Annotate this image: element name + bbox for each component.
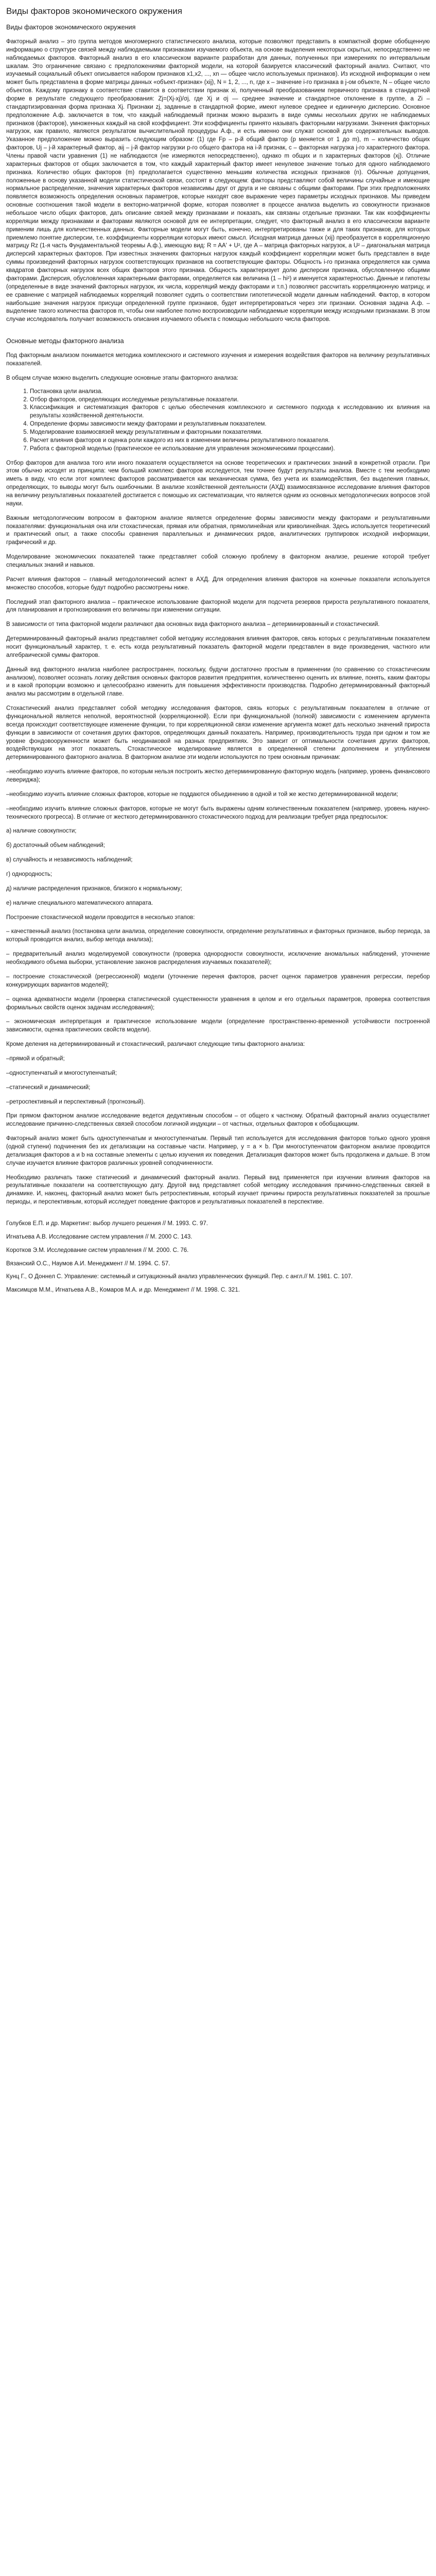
body-paragraph: –ретроспективный и перспективный (прогнозный). <box>6 1098 145 1105</box>
reference-item: Голубков Е.П. и др. Маркетинг: выбор лучшего решения // М. 1993. С. 97. <box>6 1220 208 1227</box>
page-title: Виды факторов экономического окружения <box>6 6 182 16</box>
body-paragraph: –необходимо изучить влияние сложных факторов, которые не могут быть выражены одним количественным показателем (например, уровень научно-технического прогресса). В отличие от жесткого детерминированного стохастического подход для реализации требует ряда предпосылок: <box>6 805 430 820</box>
factor-analysis-paragraph: Факторный анализ – это группа методов многомерного статистического анализа, которые позволяют представить в компактной форме обобщенную информацию о структуре связей между наблюдаемыми признаками изучаемого объекта, на основе выделения некоторых скрытых, непосредственно не наблюдаемых факторов. Факторный анализ в его классическом варианте разработан для данных, полученных при измерениях по интервальным шкалам. Это ограничение связано с предположениями факторной модели, на которой базируется классический факторный анализ. Считают, что изучаемый социальный объект описывается набором признаков x1,x2, ..., xn — общее число используемых признаков). Из исходной информации о нем может быть представлена в форме матрицы данных «объект-признак» (xij), N = 1, 2, ..., n, где x – значение i-го признака в j-ом объекте, N – общее число объектов. Каждому признаку в соответствие ставится в соответствии признак xi, полученный преобразованием первичного признака в стандартной форме в результате следующего преобразования: Zj=(Xj-xj)/σj, где Xj и σj — среднее значение и стандартное отклонение в группе, а Zi – стандартизированная форма признака Xj. Признаки zj, заданные в стандартной форме, имеют нулевое среднее и единичную дисперсию. Основное предположение А.ф. заключается в том, что каждый наблюдаемый признак можно выразить в виде суммы нескольких других не наблюдаемых признаков (факторов), умноженных каждый на свой коэффициент. Эти коэффициенты принято называть факторными нагрузками. Значения факторных нагрузок, как правило, являются результатом вычислительной процедуры А.ф., и есть именно они служат основой для содержательных выводов. Указанное предположение можно выразить следующим образом: (1) где Fp – p-й общий фактор (p меняется от 1 до m), m – количество общих факторов, Uj – j-й характерный фактор, aij – j-й фактор нагрузки p-го общего фактора на i-й признак, с – факторная нагрузка j-го характерного фактора. Члены правой части уравнения (1) не наблюдаются (не измеряются непосредственно), однако m общих и n характерных факторов (xj). Отличие характерных факторов от общих заключается в том, что каждый характерный фактор имеет ненулевое значение только для одного наблюдаемого признака. Количество общих факторов (m) предполагается существенно меньшим количества исходных признаков (n). Обычные допущения, положенные в основу указанной модели статистической связи, состоят в следующем: факторы представляют собой величины случайные и имеющие нормальное распределение, значения характерных факторов независимы друг от друга и не связаны с общими факторами. При этих предположениях появляется возможность определения основных параметров, которые находят свое выражение через параметры исходных признаков. Мы приведем основные соотношения такой модели в векторно-матричной форме, которая позволяет в процессе анализа выделить из совокупности признаков небольшое число общих факторов, дать описание связей между признаками и показать, как связаны отдельные признаки. Так как коэффициенты корреляции между признаками и факторами являются основой для ее интерпретации, следует, что факторный анализ в его классическом варианте применим лишь для количественных данных. Факторные модели могут быть, конечно, интерпретированы также и для таких признаков, для которых приемлемо понятие дисперсии, т.е. коэффициенты корреляции которых имеют смысл. Исходная матрица данных (xij) преобразуется в корреляционную матрицу Rz (1-я часть Фундаментальной теоремы А.ф.), имеющую вид: R = AA' + U², где A – матрица факторных нагрузок, а U² – диагональная матрица дисперсий характерных факторов. При известных значениях факторных нагрузок каждый коэффициент корреляции может быть представлен в виде суммы произведений факторных нагрузок соответствующих признаков на соответствующие факторы. Общность i-го признака определяется как сумма квадратов факторных нагрузок всех общих факторов этого признака. Общность характеризует долю дисперсии признака, обусловленную общими факторами. Дисперсия, обусловленная характерными факторами, определяется как величина (1 – hi²) и именуется характерностью. Данные и гипотезы (определенные в виде значений факторных нагрузок, их числа, корреляций между факторами и т.п.) позволяют рассчитать корреляционную матрицу, и ее сравнение с матрицей наблюдаемых корреляций позволяет судить о соответствии гипотетической модели данным наблюдений. Фактор, в котором наибольшие значения нагрузок присущи определенной группе признаков, будет интерпретироваться через эти признаки. Основная задача А.ф. – выделение такого количества факторов m, чтобы они наиболее полно воспроизводили наблюдаемые корреляции между исходными признаками. В этом случае исследователь получает возможность описания изучаемого объекта с помощью небольшого числа факторов. <box>6 39 430 323</box>
body-paragraph: Отбор факторов для анализа того или иного показателя осуществляется на основе теоретических и практических знаний в конкретной отрасли. При этом обычно исходят из принципа: чем больший комплекс факторов исследуется, тем точнее будут результаты анализа. Вместе с тем необходимо иметь в виду, что если этот комплекс факторов рассматривается как механическая сумма, без учета их взаимодействия, без выделения главных, определяющих, то выводы могут быть ошибочными. В анализе хозяйственной деятельности (АХД) взаимосвязанное исследование влияния факторов на величину результативных показателей достигается с помощью их систематизации, что является одним из основных методологических вопросов этой науки. <box>6 460 430 507</box>
body-paragraph: – предварительный анализ моделируемой совокупности (проверка однородности совокупности, исключение аномальных наблюдений, уточнение необходимого объема выборки, установление законов распределения изучаемых показателей); <box>6 951 430 966</box>
list-item: 2. Отбор факторов, определяющих исследуемые результативные показатели. <box>30 396 430 404</box>
body-paragraph: В зависимости от типа факторной модели различают два основных вида факторного анализа – детерминированный и стохастический. <box>6 621 380 628</box>
body-paragraph: –статический и динамический; <box>6 1084 91 1091</box>
references-list <box>6 1220 430 1295</box>
body-paragraph: При прямом факторном анализе исследование ведется дедуктивным способом – от общего к частному. Обратный факторный анализ осуществляет исследование причинно-следственных связей способом логичной индукции – от частных, отдельных факторов к обобщающим. <box>6 1113 430 1128</box>
stages-lead-paragraph: В общем случае можно выделить следующие основные этапы факторного анализа: <box>6 375 238 381</box>
list-item: 1. Постановка цели анализа. <box>30 388 430 396</box>
list-item: 6. Расчет влияния факторов и оценка роли каждого из них в изменении величины результативного показателя. <box>30 437 430 445</box>
section-heading-methods: Основные методы факторного анализа <box>6 337 124 345</box>
analysis-stages-list <box>6 388 430 453</box>
body-paragraph: Необходимо различать также статический и динамический факторный анализ. Первый вид применяется при изучении влияния факторов на результативные показатели на соответствующую дату. Другой вид представляет собой методику исследования причинно-следственных связей в динамике. И, наконец, факторный анализ может быть ретроспективным, который изучает причины прироста результативных показателей за прошлые периоды, и перспективным, который исследует поведение факторов и результативных показателей в перспективе. <box>6 1174 430 1206</box>
body-paragraph: –одноступенчатый и многоступенчатый; <box>6 1070 117 1076</box>
body-paragraph: б) достаточный объем наблюдений; <box>6 842 105 849</box>
body-paragraph: – экономическая интерпретация и практическое использование модели (определение пространственно-временной устойчивости построенной зависимости, оценка практических свойств модели). <box>6 1019 430 1033</box>
body-paragraph: Детерминированный факторный анализ представляет собой методику исследования влияния факторов, связь которых с результативным показателем носит функциональный характер, т. е. есть когда результативный показатель факторной модели представлен в виде произведения, частного или алгебраической суммы факторов. <box>6 636 430 658</box>
body-paragraph: Факторный анализ может быть одноступенчатым и многоступенчатым. Первый тип используется для исследования факторов только одного уровня (одной ступени) подчинения без их детализации на составные части. Например, y = a × b. При многоступенчатом факторном анализе проводится детализация факторов а и b на составные элементы с целью изучения их поведения. Детализация факторов может быть продолжена и дальше. В этом случае изучается влияние факторов различных уровней соподчиненности. <box>6 1136 430 1166</box>
body-paragraph: Данный вид факторного анализа наиболее распространен, поскольку, будучи достаточно простым в применении (по сравнению со стохастическим анализом), позволяет осознать логику действия основных факторов развития предприятия, количественно оценить их влияние, понять, каким факторы и в какой пропорции возможно и целесообразно изменить для повышения эффективности производства. Подробно детерминированный факторный анализ мы рассмотрим в отдельной главе. <box>6 666 430 698</box>
body-paragraph: Стохастический анализ представляет собой методику исследования факторов, связь которых с результативным показателем в отличие от функциональной является неполной, вероятностной (корреляционной). Если при функциональной (полной) зависимости с изменением аргумента всегда происходит соответствующее изменение функции, то при корреляционной связи изменение аргумента может дать несколько значений прироста функции в зависимости от сочетания других факторов, определяющих данный показатель. Например, производительность труда при одном и том же уровне фондовооруженности может быть неодинаковой на разных предприятиях. Это зависит от оптимальности сочетания других факторов, воздействующих на этот показатель. Стохастическое моделирование является в определенной степени дополнением и углублением детерминированного факторного анализа. В факторном анализе эти модели используются по трем основным причинам: <box>6 705 430 761</box>
body-paragraph: а) наличие совокупности; <box>6 828 77 835</box>
methods-intro-paragraph: Под факторным анализом понимается методика комплексного и системного изучения и измерения воздействия факторов на величину результативных показателей. <box>6 352 430 367</box>
reference-item: Коротков Э.М. Исследование систем управления // М. 2000. С. 76. <box>6 1247 189 1253</box>
reference-item: Максимцов М.М., Игнатьева А.В., Комаров М.А. и др. Менеджмент // М. 1998. С. 321. <box>6 1287 240 1294</box>
body-paragraph: Последний этап факторного анализа – практическое использование факторной модели для подсчета резервов прироста результативного показателя, для планирования и прогнозирования его величины при изменении ситуации. <box>6 599 430 614</box>
body-paragraph: Моделирование экономических показателей также представляет собой сложную проблему в факторном анализе, решение которой требует специальных знаний и навыков. <box>6 554 430 568</box>
list-item: 4. Определение формы зависимости между факторами и результативным показателем. <box>30 420 430 429</box>
body-paragraph: г) однородность; <box>6 871 53 878</box>
body-paragraph: – качественный анализ (постановка цели анализа, определение совокупности, определение результативных и факторных признаков, выбор периода, за который проводится анализ, выбор метода анализа); <box>6 928 430 943</box>
body-paragraph: – построение стохастической (регрессионной) модели (уточнение перечня факторов, расчет оценок параметров уравнения регрессии, перебор конкурирующих вариантов моделей); <box>6 973 430 988</box>
reference-item: Кунц Г., О Доннел С. Управление: системный и ситуационный анализ управленческих функций. Пер. с англ.// М. 1981. С. 107. <box>6 1274 353 1280</box>
body-paragraph: е) наличие специального математического аппарата. <box>6 900 153 906</box>
section-heading-factor-types: Виды факторов экономического окружения <box>6 24 136 31</box>
body-paragraph: –прямой и обратный; <box>6 1055 65 1062</box>
list-item: 5. Моделирование взаимосвязей между результативным и факторными показателями. <box>30 429 430 437</box>
body-paragraph: Кроме деления на детерминированный и стохастический, различают следующие типы факторного анализа: <box>6 1041 305 1048</box>
body-paragraph: д) наличие распределения признаков, близкого к нормальному; <box>6 885 182 892</box>
list-item: 7. Работа с факторной моделью (практическое ее использование для управления экономическими процессами). <box>30 445 430 453</box>
body-paragraph: – оценка адекватности модели (проверка статистической существенности уравнения в целом и его отдельных параметров, проверка соответствия формальных свойств оценок задачам исследования); <box>6 996 430 1011</box>
body-paragraph: –необходимо изучить влияние сложных факторов, которые не поддаются объединению в одной и той же жестко детерминированной модели; <box>6 791 398 798</box>
body-paragraph: –необходимо изучить влияние факторов, по которым нельзя построить жестко детерминированную факторную модель (например, уровень финансового левериджа); <box>6 769 430 784</box>
body-paragraph: Важным методологическим вопросом в факторном анализе является определение формы зависимости между факторами и результативными показателями: функциональная она или стохастическая, прямая или обратная, прямолинейная или криволинейная. Здесь используется теоретический и практический опыт, а также способы сравнения параллельных и динамических рядов, аналитических группировок исходной информации, графический и др. <box>6 515 430 546</box>
reference-item: Вязанский О.С., Наумов А.И. Менеджмент // М. 1994. С. 57. <box>6 1260 170 1267</box>
body-paragraph: Построение стохастической модели проводится в несколько этапов: <box>6 914 195 921</box>
body-paragraph: в) случайность и независимость наблюдений; <box>6 857 133 863</box>
reference-item: Игнатьева А.В. Исследование систем управления // М. 2000 С. 143. <box>6 1233 193 1240</box>
list-item: 3. Классификация и систематизация факторов с целью обеспечения комплексного и системного подхода к исследованию их влияния на результаты хозяйственной деятельности. <box>30 404 430 420</box>
body-paragraph: Расчет влияния факторов – главный методологический аспект в АХД. Для определения влияния факторов на конечные показатели используется множество способов, которые будут подробно рассмотрены ниже. <box>6 576 430 591</box>
